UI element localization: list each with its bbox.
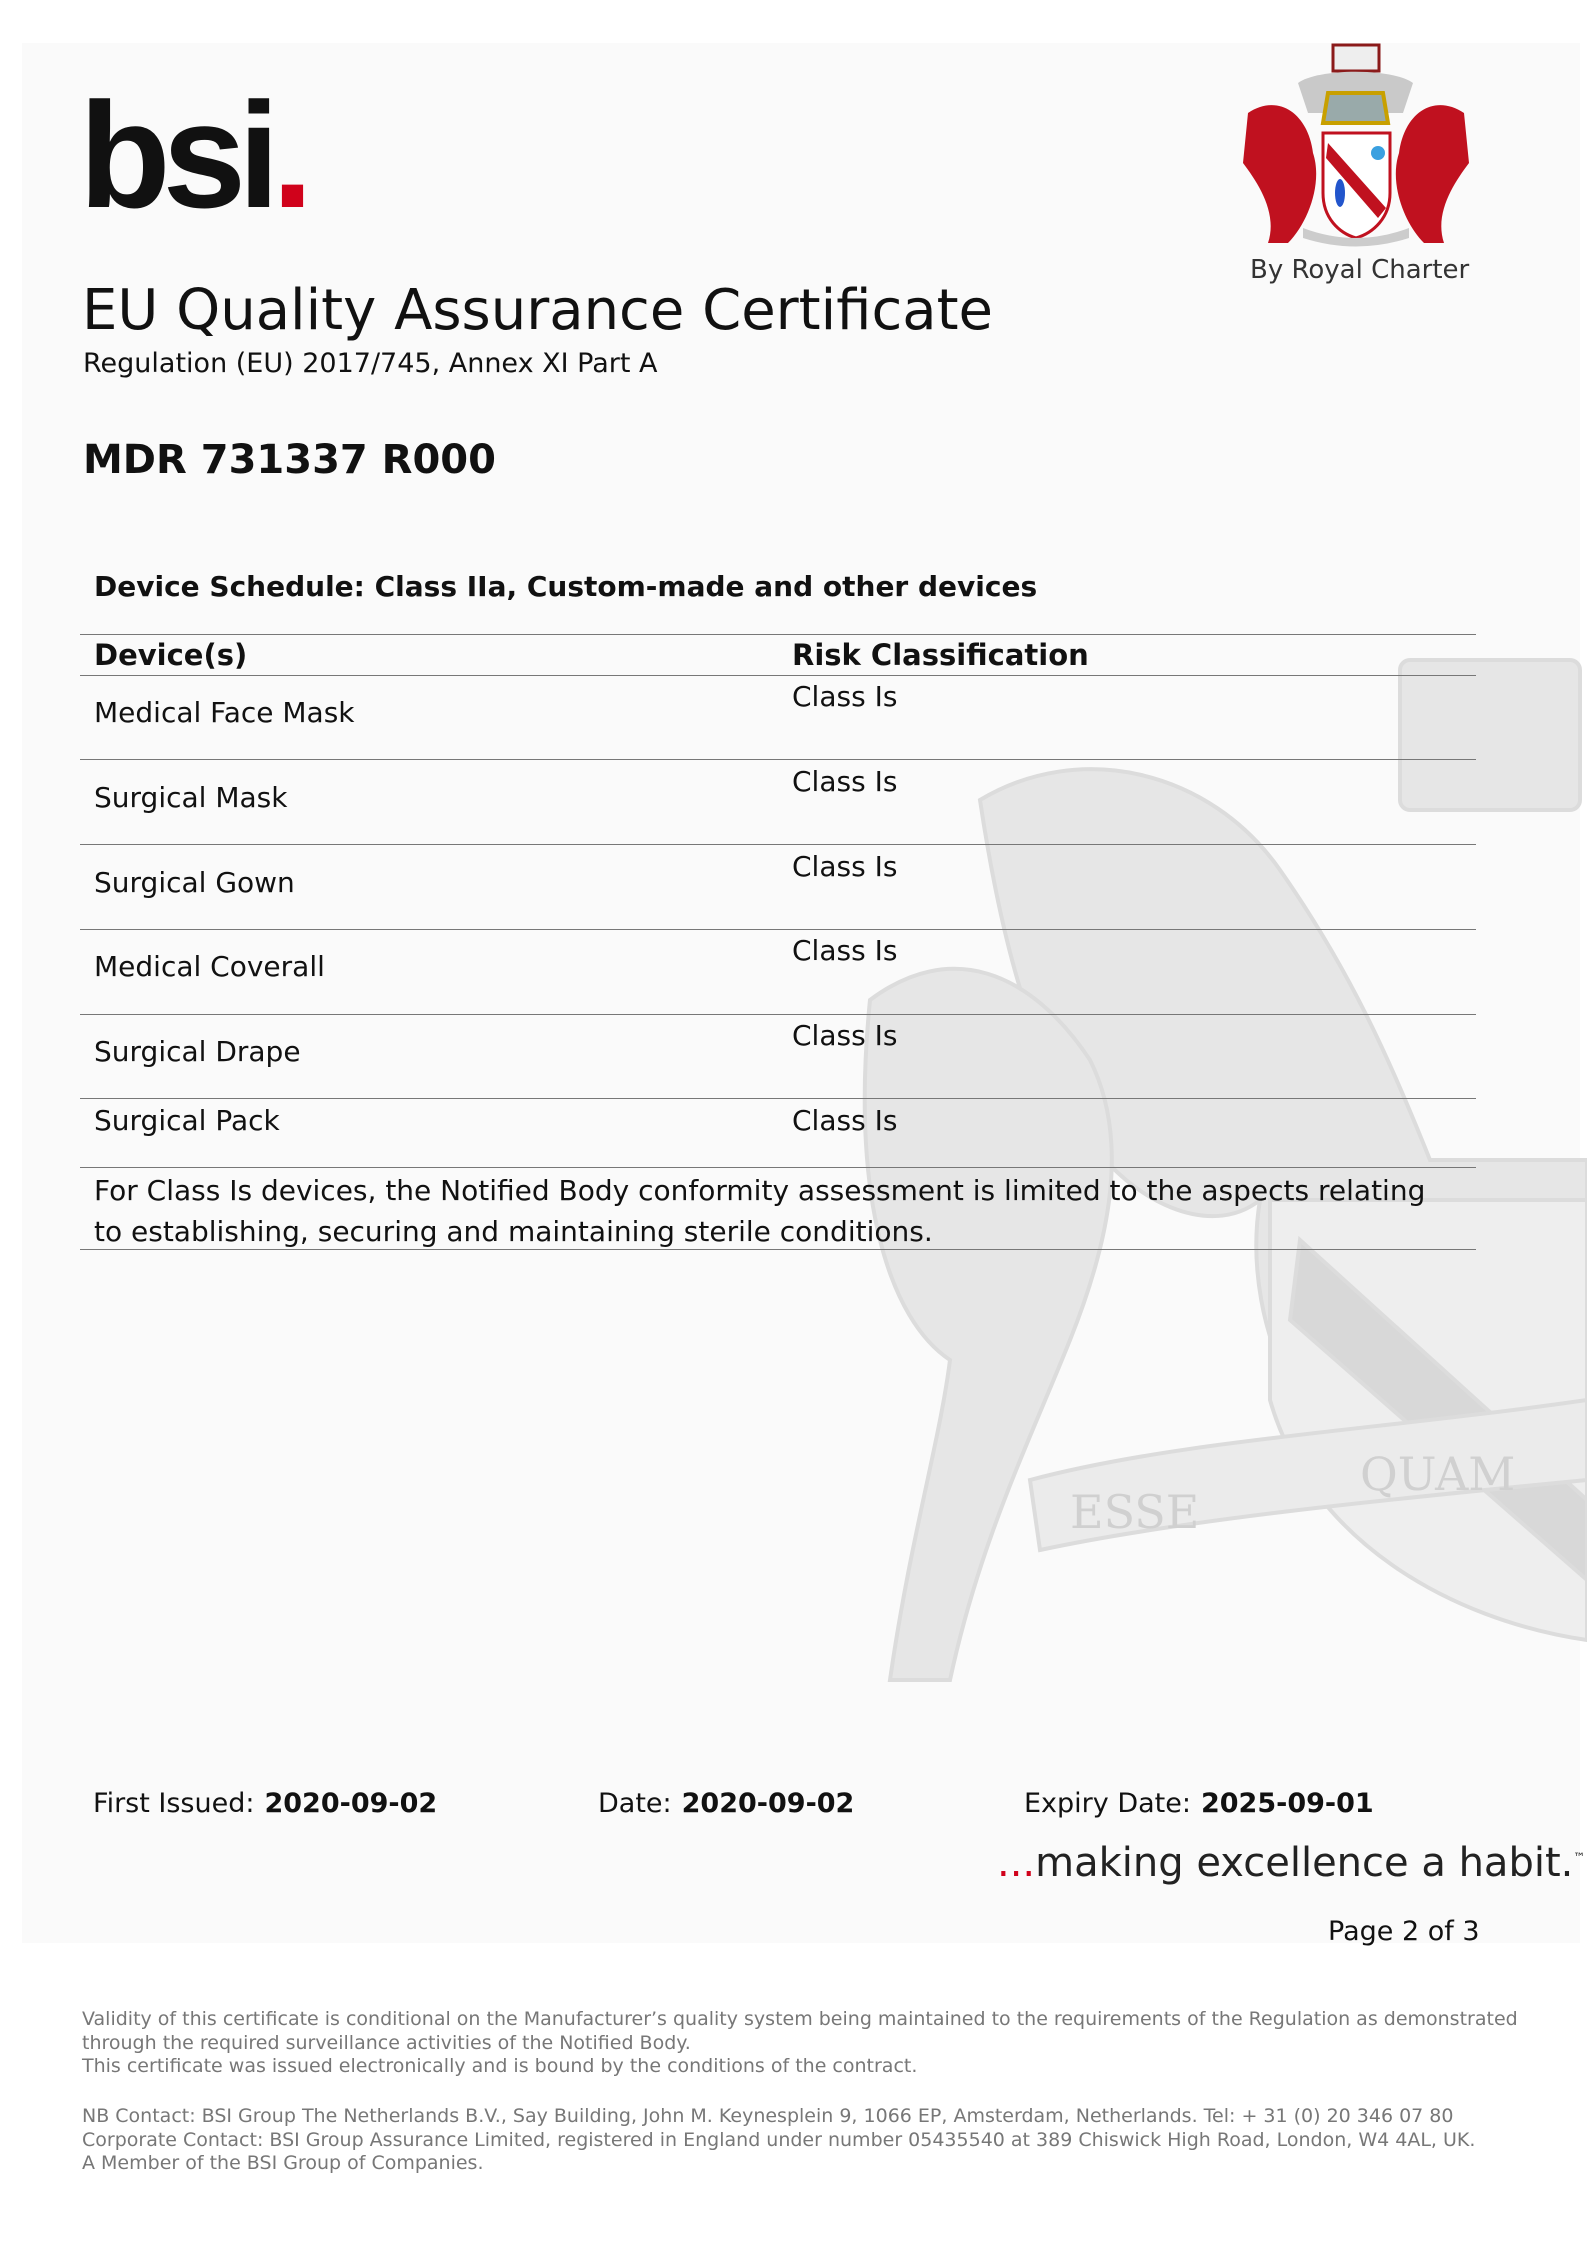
device-name: Medical Face Mask: [94, 696, 355, 729]
footer-line: through the required surveillance activities of the Notified Body.: [82, 2031, 691, 2054]
divider: [80, 844, 1476, 845]
divider: [80, 675, 1476, 676]
class-is-note: For Class Is devices, the Notified Body conformity assessment is limited to the aspects relating to establishing, securing and maintaining sterile conditions.: [94, 1174, 1426, 1248]
divider: [80, 634, 1476, 635]
watermark-motto-quam: QUAM: [1360, 1447, 1516, 1501]
risk-class: Class Is: [792, 1019, 898, 1052]
schedule-title: Device Schedule: Class IIa, Custom-made and other devices: [94, 570, 1038, 603]
risk-class: Class Is: [792, 680, 898, 713]
page-number: Page 2 of 3: [1328, 1916, 1480, 1947]
validity-statement: [82, 2008, 1518, 2079]
first-issued-label: First Issued:: [93, 1788, 255, 1819]
device-name: Surgical Gown: [94, 866, 295, 899]
risk-class: Class Is: [792, 765, 898, 798]
expiry-label: Expiry Date:: [1024, 1788, 1191, 1819]
footer-line: Corporate Contact: BSI Group Assurance Limited, registered in England under number 05435540 at 389 Chiswick High Road, London, W4 4AL, UK.: [82, 2128, 1476, 2151]
device-name: Surgical Drape: [94, 1035, 301, 1068]
footer-line: Validity of this certificate is conditional on the Manufacturer’s quality system being maintained to the requirements of the Regulation as demonstrated: [82, 2008, 1518, 2030]
device-name: Medical Coverall: [94, 950, 325, 983]
divider: [80, 1249, 1476, 1250]
risk-class: Class Is: [792, 850, 898, 883]
device-name: Surgical Pack: [94, 1104, 280, 1137]
certificate-number: MDR 731337 R000: [83, 437, 496, 483]
tagline: [997, 1840, 1585, 1886]
column-header-risk: Risk Classification: [792, 638, 1089, 672]
tagline-dots: ...: [997, 1840, 1036, 1886]
column-header-devices: Device(s): [94, 638, 248, 672]
watermark-motto-esse: ESSE: [1070, 1485, 1200, 1539]
footer-line: This certificate was issued electronically and is bound by the conditions of the contract.: [82, 2055, 918, 2077]
footer-line: A Member of the BSI Group of Companies.: [82, 2152, 484, 2174]
expiry-date: [1024, 1788, 1374, 1819]
logo-dot: .: [271, 71, 306, 239]
royal-charter-crest: [1228, 43, 1484, 253]
divider: [80, 929, 1476, 930]
first-issued-value: 2020-09-02: [264, 1788, 438, 1819]
logo-text: bsi: [79, 71, 272, 239]
trademark: ™: [1573, 1850, 1586, 1865]
regulation-subtitle: Regulation (EU) 2017/745, Annex XI Part A: [83, 348, 658, 379]
divider: [80, 1098, 1476, 1099]
first-issued: [93, 1788, 437, 1819]
contact-info: [82, 2105, 1475, 2176]
footer-line: NB Contact: BSI Group The Netherlands B.V., Say Building, John M. Keynesplein 9, 1066 EP, Amsterdam, Netherlands. Tel: + 31 (0) 20 346 07 80: [82, 2105, 1454, 2127]
bsi-logo: [79, 71, 306, 239]
risk-class: Class Is: [792, 1104, 898, 1137]
royal-charter-caption: By Royal Charter: [1250, 255, 1470, 285]
divider: [80, 759, 1476, 760]
tagline-text: making excellence a habit.: [1035, 1840, 1574, 1886]
page-title: EU Quality Assurance Certificate: [82, 278, 993, 343]
risk-class: Class Is: [792, 934, 898, 967]
device-name: Surgical Mask: [94, 781, 288, 814]
divider: [80, 1014, 1476, 1015]
date-value: 2020-09-02: [681, 1788, 855, 1819]
divider: [80, 1167, 1476, 1168]
expiry-value: 2025-09-01: [1200, 1788, 1374, 1819]
issue-date: [598, 1788, 854, 1819]
date-label: Date:: [598, 1788, 672, 1819]
